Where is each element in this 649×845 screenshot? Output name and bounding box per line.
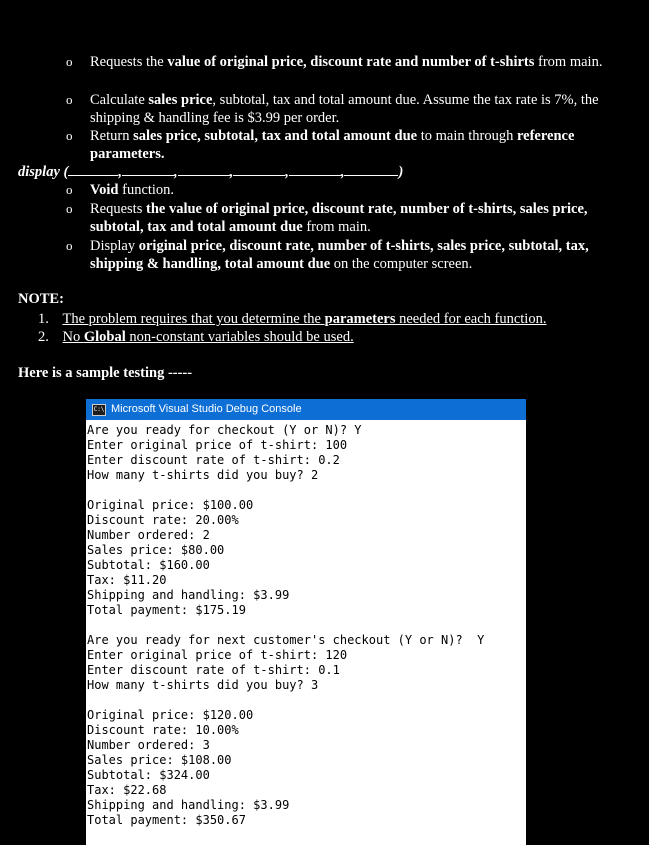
bold-text: Void xyxy=(90,182,119,198)
text: , subtotal, tax and total amount due. Assume the tax rate is 7%, the shipping & handling fee is $3.99 per order. xyxy=(90,92,599,126)
text: needed for each function. xyxy=(395,311,547,327)
console-line: Discount rate: 20.00% xyxy=(87,513,239,527)
console-line: Enter original price of t-shirt: 120 xyxy=(87,648,348,662)
note-title: NOTE: xyxy=(18,291,64,307)
console-line: Number ordered: 2 xyxy=(87,528,210,542)
bullet-marker: o xyxy=(66,54,73,69)
text: from main. xyxy=(534,54,603,70)
bullet-marker: o xyxy=(66,201,73,216)
text: to main through xyxy=(417,128,517,144)
text: Display xyxy=(90,238,139,254)
console-line xyxy=(87,693,526,708)
bold-text: original price, discount rate, number of t-shirts, sales price, subtotal, tax, shipping & handling, total amount due xyxy=(90,238,589,272)
text: non-constant variables should be used. xyxy=(125,329,354,345)
console-line: How many t-shirts did you buy? 2 xyxy=(87,468,319,482)
console-line: Enter discount rate of t-shirt: 0.2 xyxy=(87,453,340,467)
console-line: Enter discount rate of t-shirt: 0.1 xyxy=(87,663,340,677)
text: from main. xyxy=(302,219,371,235)
console-line: Shipping and handling: $3.99 xyxy=(87,588,290,602)
console-line: Number ordered: 3 xyxy=(87,738,210,752)
text: No xyxy=(62,329,84,345)
text: Requests xyxy=(90,201,146,217)
console-line xyxy=(87,483,526,498)
console-line: Tax: $22.68 xyxy=(87,783,167,797)
read-bullet-2 xyxy=(90,91,635,127)
console-title: Microsoft Visual Studio Debug Console xyxy=(111,403,302,415)
note-item-2: 2. No Global non-constant variables should be used. xyxy=(38,329,354,345)
console-line: Sales price: $108.00 xyxy=(87,753,232,767)
text: The problem requires that you determine the xyxy=(62,311,325,327)
bullet-marker: o xyxy=(66,182,73,197)
text: Calculate xyxy=(90,92,149,108)
bullet-marker: o xyxy=(66,92,73,107)
sample-heading: Here is a sample testing ----- xyxy=(18,365,193,381)
console-line: Total payment: $175.19 xyxy=(87,603,246,617)
text: on the computer screen. xyxy=(330,256,473,272)
console-line: Subtotal: $160.00 xyxy=(87,558,210,572)
console-line: Shipping and handling: $3.99 xyxy=(87,798,290,812)
display-bullet-3 xyxy=(90,237,635,273)
console-line: Total payment: $350.67 xyxy=(87,813,246,827)
read-bullet-1 xyxy=(90,53,635,71)
text: Requests the xyxy=(90,54,168,70)
bold-text: Global xyxy=(83,329,126,345)
console-app-icon: C:\ xyxy=(92,404,106,416)
bold-text: reference parameters. xyxy=(90,128,575,162)
console-output xyxy=(86,420,526,828)
console-line: Sales price: $80.00 xyxy=(87,543,225,557)
read-bullet-3 xyxy=(90,127,635,163)
bullet-marker: o xyxy=(66,128,73,143)
console-line: Tax: $11.20 xyxy=(87,573,167,587)
bullet-marker: o xyxy=(66,238,73,253)
console-line: Are you ready for checkout (Y or N)? Y xyxy=(87,423,362,437)
display-signature: display ( , , , , , ) xyxy=(18,164,404,180)
bold-text: value of original price, discount rate and number of t-shirts xyxy=(167,54,535,70)
console-line: Enter original price of t-shirt: 100 xyxy=(87,438,348,452)
console-window xyxy=(86,399,526,845)
display-bullet-2 xyxy=(90,200,635,236)
console-line: How many t-shirts did you buy? 3 xyxy=(87,678,319,692)
console-line xyxy=(87,618,526,633)
note-item-1: 1. The problem requires that you determine the parameters needed for each function. xyxy=(38,311,547,327)
console-title-bar xyxy=(86,399,526,420)
console-line: Subtotal: $324.00 xyxy=(87,768,210,782)
display-bullet-1 xyxy=(90,181,635,199)
bold-text: the value of original price, discount rate, number of t-shirts, sales price, subtotal, tax and total amount due xyxy=(90,201,588,235)
console-line: Discount rate: 10.00% xyxy=(87,723,239,737)
console-line: Are you ready for next customer's checkout (Y or N)? Y xyxy=(87,633,485,647)
bold-text: sales price, subtotal, tax and total amount due xyxy=(133,128,418,144)
text: function. xyxy=(118,182,175,198)
console-line: Original price: $120.00 xyxy=(87,708,254,722)
bold-text: sales price xyxy=(148,92,213,108)
bold-text: parameters xyxy=(324,311,396,327)
console-line: Original price: $100.00 xyxy=(87,498,254,512)
text: Return xyxy=(90,128,134,144)
